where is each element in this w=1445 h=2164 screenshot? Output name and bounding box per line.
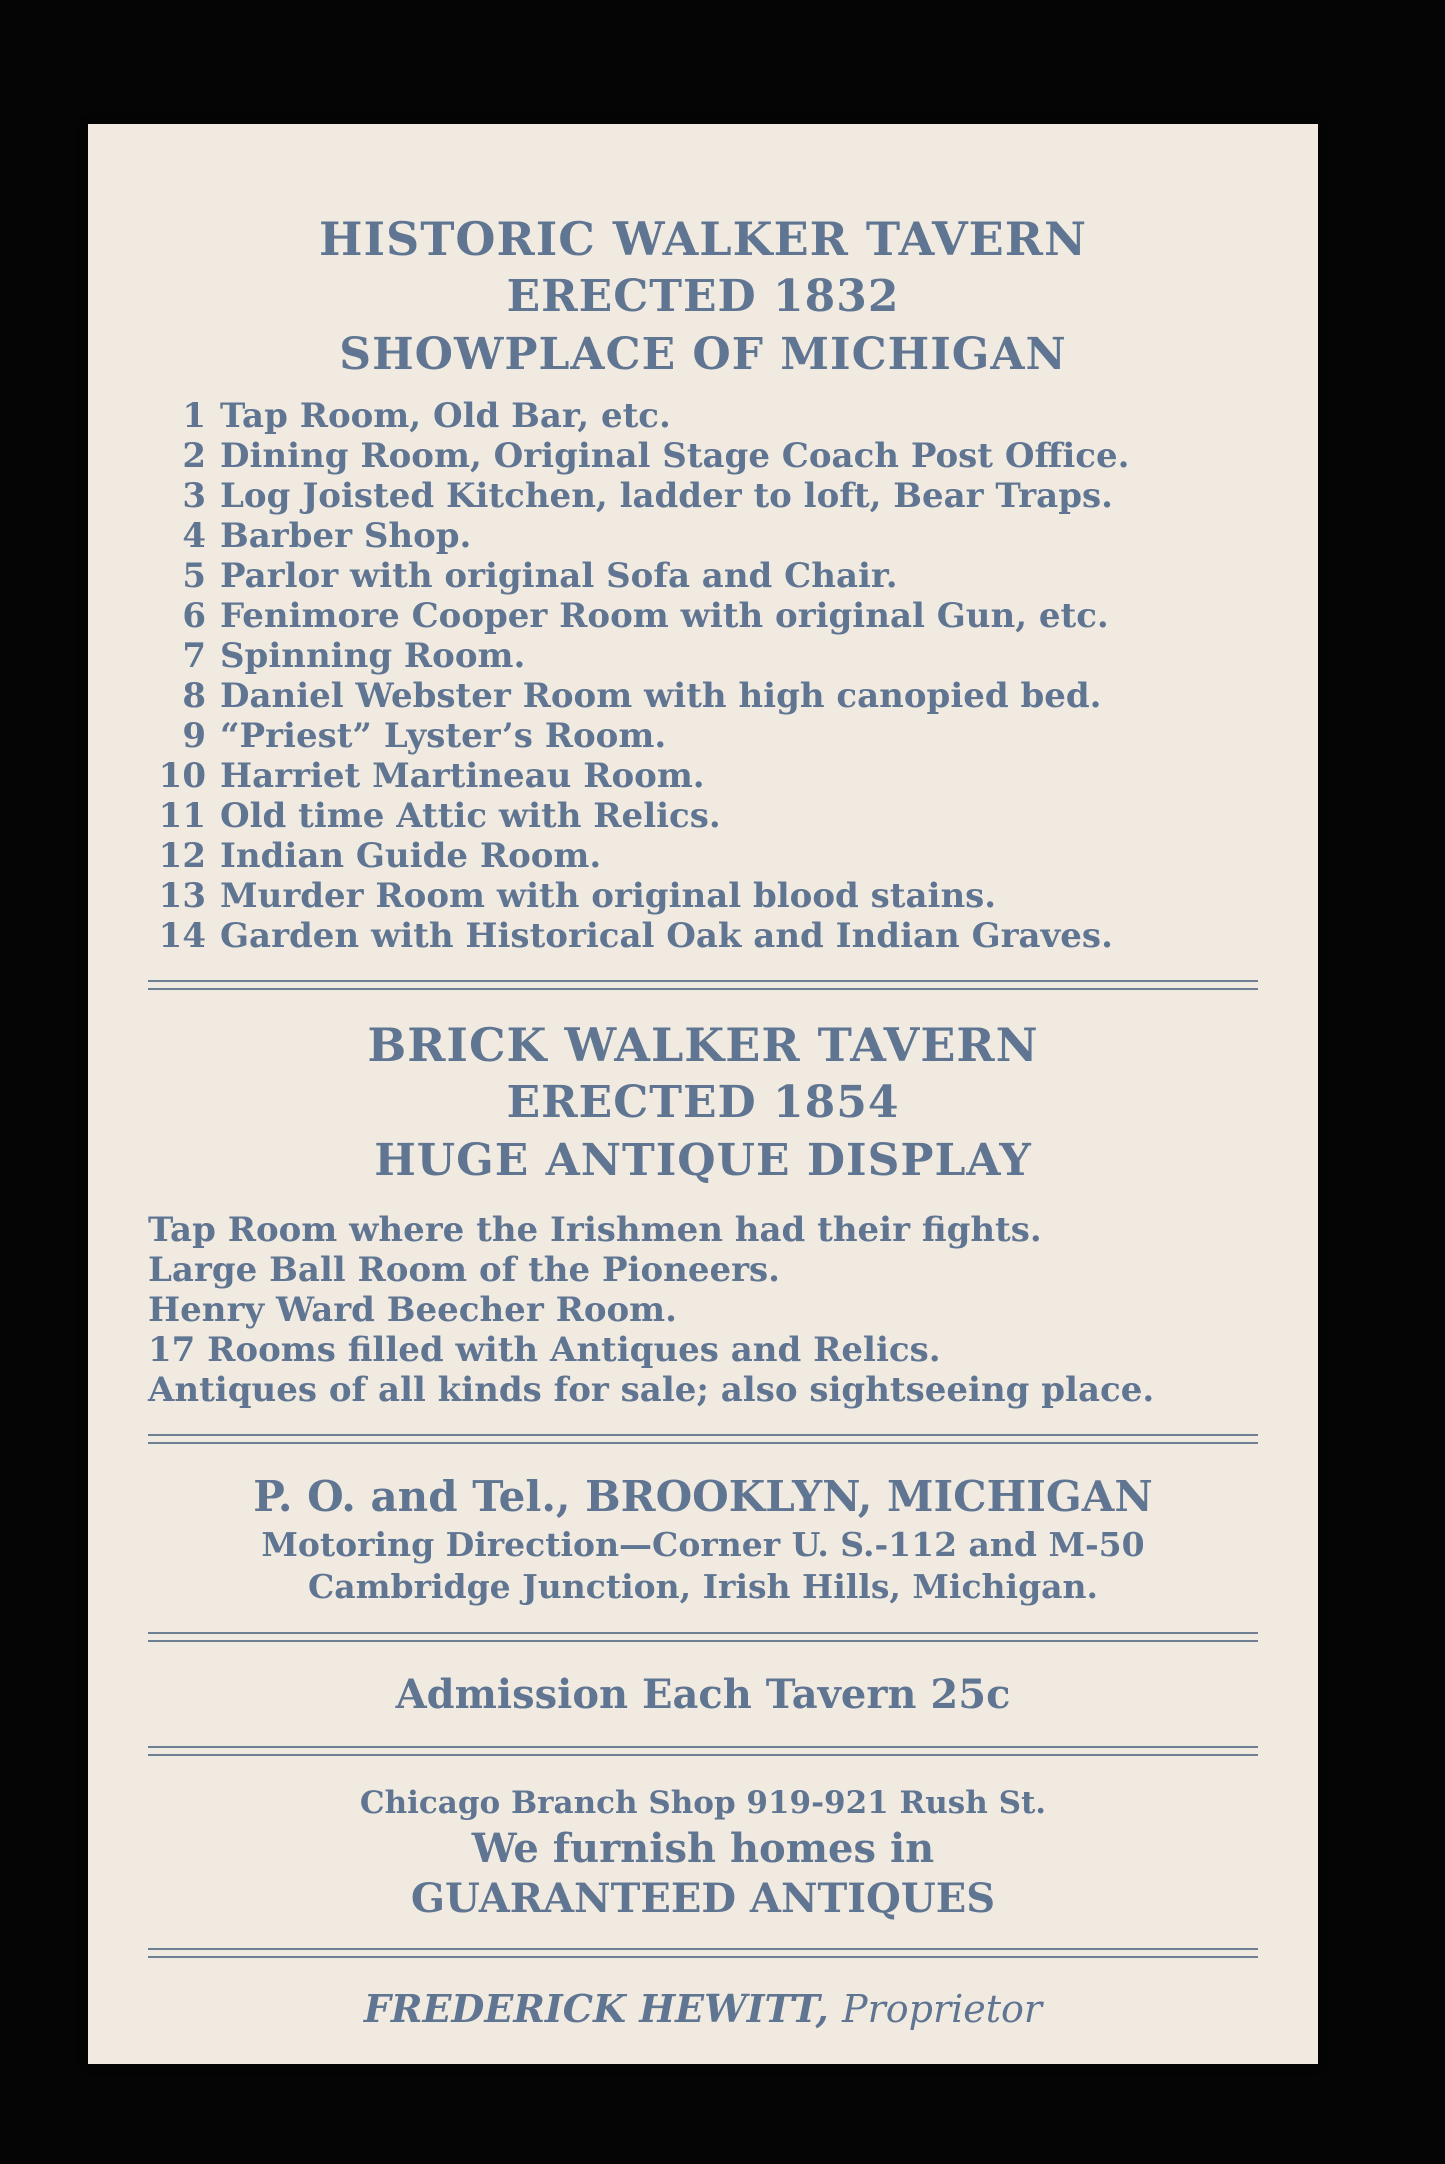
chicago-branch-section xyxy=(148,1782,1258,1924)
list-item: 6 Fenimore Cooper Room with original Gun, etc. xyxy=(182,596,1109,636)
list-item: Tap Room where the Irishmen had their fights. xyxy=(148,1210,1042,1250)
historic-tagline: SHOWPLACE OF MICHIGAN xyxy=(339,329,1067,380)
list-item: 13 Murder Room with original blood stains. xyxy=(158,876,997,916)
chicago-branch-slogan: We furnish homes in xyxy=(471,1825,935,1872)
brick-erected: ERECTED 1854 xyxy=(506,1077,900,1128)
brick-tavern-section xyxy=(148,1016,1258,1410)
list-item: 17 Rooms filled with Antiques and Relics. xyxy=(148,1330,941,1370)
list-item: 1 Tap Room, Old Bar, etc. xyxy=(182,396,671,436)
admission-price: Admission Each Tavern 25c xyxy=(395,1671,1011,1718)
double-rule-divider xyxy=(148,1948,1258,1958)
brick-feature-list xyxy=(148,1210,1258,1410)
historic-tavern-title: HISTORIC WALKER TAVERN xyxy=(319,212,1087,266)
list-item: 10 Harriet Martineau Room. xyxy=(158,756,705,796)
list-item: 7 Spinning Room. xyxy=(182,636,526,676)
double-rule-divider xyxy=(148,1632,1258,1642)
list-item: Henry Ward Beecher Room. xyxy=(148,1290,677,1330)
list-item: 9 “Priest” Lyster’s Room. xyxy=(182,716,667,756)
address-line: P. O. and Tel., BROOKLYN, MICHIGAN xyxy=(253,1472,1153,1521)
list-item: 4 Barber Shop. xyxy=(182,516,472,556)
list-item: 8 Daniel Webster Room with high canopied bed. xyxy=(182,676,1102,716)
brick-tavern-title: BRICK WALKER TAVERN xyxy=(367,1018,1039,1072)
postcard-content xyxy=(148,210,1258,2034)
brick-tagline: HUGE ANTIQUE DISPLAY xyxy=(374,1135,1032,1186)
list-item: 3 Log Joisted Kitchen, ladder to loft, Bear Traps. xyxy=(182,476,1113,516)
list-item: 12 Indian Guide Room. xyxy=(158,836,602,876)
proprietor-role: Proprietor xyxy=(842,1987,1043,2031)
list-item: Large Ball Room of the Pioneers. xyxy=(148,1250,781,1290)
proprietor-line xyxy=(148,1984,1258,2034)
double-rule-divider xyxy=(148,980,1258,990)
chicago-branch-heading: GUARANTEED ANTIQUES xyxy=(410,1875,996,1922)
list-item: 5 Parlor with original Sofa and Chair. xyxy=(182,556,898,596)
list-item: Antiques of all kinds for sale; also sightseeing place. xyxy=(148,1370,1155,1410)
chicago-branch-address: Chicago Branch Shop 919-921 Rush St. xyxy=(359,1785,1047,1821)
historic-erected: ERECTED 1832 xyxy=(506,271,900,322)
list-item: 2 Dining Room, Original Stage Coach Post Office. xyxy=(182,436,1130,476)
postcard xyxy=(88,124,1318,2064)
double-rule-divider xyxy=(148,1434,1258,1444)
historic-room-list xyxy=(148,396,1258,956)
list-item: 14 Garden with Historical Oak and Indian Graves. xyxy=(158,916,1113,956)
historic-tavern-section xyxy=(148,210,1258,956)
directions-line: Motoring Direction—Corner U. S.-112 and M-50 xyxy=(261,1525,1145,1564)
contact-section xyxy=(148,1470,1258,1608)
list-item: 11 Old time Attic with Relics. xyxy=(158,796,721,836)
directions-line: Cambridge Junction, Irish Hills, Michigan. xyxy=(307,1567,1099,1606)
proprietor-name: FREDERICK HEWITT, xyxy=(363,1986,829,2031)
double-rule-divider xyxy=(148,1746,1258,1756)
